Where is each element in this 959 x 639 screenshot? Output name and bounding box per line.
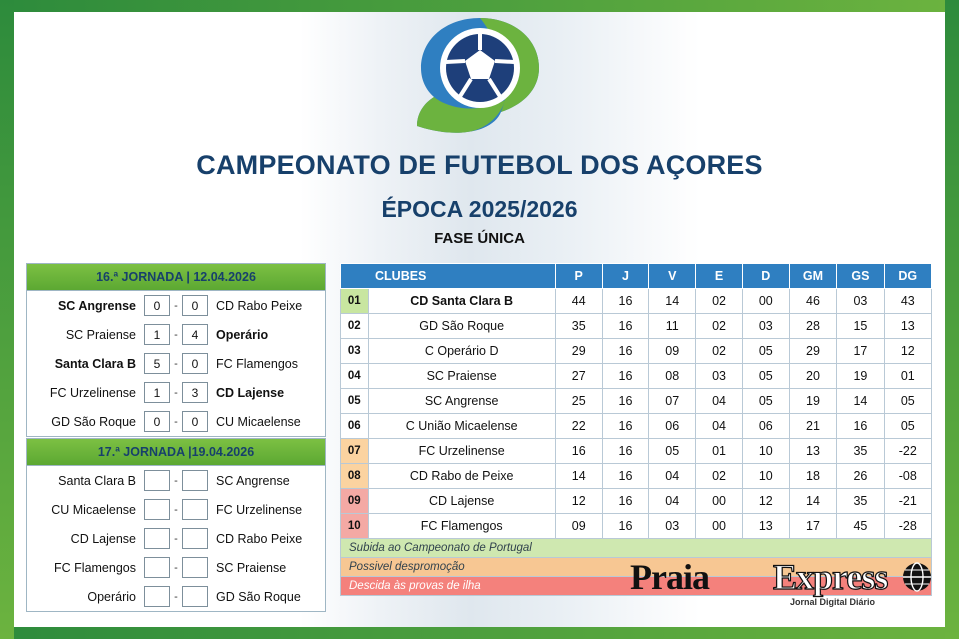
match-away-team: GD São Roque bbox=[216, 589, 301, 604]
row-goal-diff: 05 bbox=[884, 389, 931, 414]
column-header-dg: DG bbox=[884, 264, 931, 289]
match-home-team: GD São Roque bbox=[51, 414, 136, 429]
score-separator: - bbox=[174, 474, 178, 487]
table-row bbox=[341, 389, 932, 414]
match-away-team: CD Lajense bbox=[216, 385, 285, 400]
score-separator: - bbox=[174, 415, 178, 428]
row-losses: 10 bbox=[742, 464, 789, 489]
match-home-score[interactable]: 1 bbox=[144, 382, 170, 403]
row-goals-against: 19 bbox=[837, 364, 884, 389]
score-separator: - bbox=[174, 386, 178, 399]
row-wins: 04 bbox=[649, 489, 696, 514]
round-16-header: 16.ª JORNADA | 12.04.2026 bbox=[27, 264, 325, 291]
row-goals-for: 13 bbox=[789, 439, 837, 464]
row-position: 01 bbox=[341, 289, 369, 314]
standings-header-row bbox=[341, 264, 932, 289]
row-losses: 10 bbox=[742, 439, 789, 464]
match-row bbox=[27, 407, 325, 436]
score-separator: - bbox=[174, 299, 178, 312]
table-row bbox=[341, 514, 932, 539]
match-away-score[interactable] bbox=[182, 586, 208, 607]
standings-table-wrapper bbox=[340, 263, 932, 596]
match-home-score[interactable] bbox=[144, 499, 170, 520]
soccer-ball-logo bbox=[405, 14, 555, 139]
row-goals-against: 26 bbox=[837, 464, 884, 489]
row-goals-for: 46 bbox=[789, 289, 837, 314]
row-draws: 04 bbox=[696, 414, 743, 439]
match-home-team: CD Lajense bbox=[70, 531, 136, 546]
match-home-team: Santa Clara B bbox=[54, 356, 136, 371]
round-card-16 bbox=[26, 263, 326, 437]
row-club: SC Angrense bbox=[368, 389, 555, 414]
row-goals-against: 35 bbox=[837, 439, 884, 464]
match-row bbox=[27, 495, 325, 524]
row-goal-diff: 05 bbox=[884, 414, 931, 439]
row-losses: 12 bbox=[742, 489, 789, 514]
row-goals-against: 17 bbox=[837, 339, 884, 364]
row-wins: 06 bbox=[649, 414, 696, 439]
row-points: 29 bbox=[555, 339, 602, 364]
row-goals-against: 03 bbox=[837, 289, 884, 314]
column-header-j: J bbox=[602, 264, 649, 289]
row-goal-diff: 43 bbox=[884, 289, 931, 314]
row-wins: 04 bbox=[649, 464, 696, 489]
row-wins: 08 bbox=[649, 364, 696, 389]
row-club: CD Lajense bbox=[368, 489, 555, 514]
row-club: FC Urzelinense bbox=[368, 439, 555, 464]
row-played: 16 bbox=[602, 339, 649, 364]
table-row bbox=[341, 289, 932, 314]
match-away-score[interactable]: 3 bbox=[182, 382, 208, 403]
match-home-team: FC Urzelinense bbox=[49, 385, 136, 400]
match-away-score[interactable]: 4 bbox=[182, 324, 208, 345]
row-draws: 00 bbox=[696, 514, 743, 539]
match-away-score[interactable] bbox=[182, 499, 208, 520]
row-goals-for: 21 bbox=[789, 414, 837, 439]
column-header-gs: GS bbox=[837, 264, 884, 289]
match-away-team: CD Rabo Peixe bbox=[216, 298, 303, 313]
match-row bbox=[27, 291, 325, 320]
row-goals-for: 18 bbox=[789, 464, 837, 489]
row-wins: 09 bbox=[649, 339, 696, 364]
legend-possible-relegation: Possivel despromoção bbox=[340, 558, 932, 577]
row-played: 16 bbox=[602, 389, 649, 414]
score-separator: - bbox=[174, 561, 178, 574]
match-away-team: CD Rabo Peixe bbox=[216, 531, 303, 546]
row-goal-diff: -08 bbox=[884, 464, 931, 489]
match-away-score[interactable] bbox=[182, 528, 208, 549]
row-goal-diff: 13 bbox=[884, 314, 931, 339]
row-position: 10 bbox=[341, 514, 369, 539]
row-losses: 05 bbox=[742, 364, 789, 389]
match-home-team: Operário bbox=[87, 589, 136, 604]
match-home-score[interactable] bbox=[144, 586, 170, 607]
column-header-gm: GM bbox=[789, 264, 837, 289]
row-played: 16 bbox=[602, 414, 649, 439]
row-draws: 02 bbox=[696, 339, 743, 364]
row-goals-against: 16 bbox=[837, 414, 884, 439]
match-row bbox=[27, 349, 325, 378]
match-row bbox=[27, 320, 325, 349]
row-played: 16 bbox=[602, 289, 649, 314]
table-row bbox=[341, 464, 932, 489]
row-position: 08 bbox=[341, 464, 369, 489]
row-played: 16 bbox=[602, 364, 649, 389]
brand-name-express: Express bbox=[773, 557, 888, 597]
row-position: 03 bbox=[341, 339, 369, 364]
score-separator: - bbox=[174, 590, 178, 603]
frame-top-border bbox=[0, 0, 959, 12]
row-club: CD Rabo de Peixe bbox=[368, 464, 555, 489]
row-points: 27 bbox=[555, 364, 602, 389]
row-position: 06 bbox=[341, 414, 369, 439]
row-goal-diff: 01 bbox=[884, 364, 931, 389]
row-points: 25 bbox=[555, 389, 602, 414]
row-wins: 03 bbox=[649, 514, 696, 539]
table-row bbox=[341, 414, 932, 439]
row-goals-against: 45 bbox=[837, 514, 884, 539]
row-goals-for: 20 bbox=[789, 364, 837, 389]
row-draws: 02 bbox=[696, 289, 743, 314]
match-home-team: Santa Clara B bbox=[58, 473, 136, 488]
match-row bbox=[27, 553, 325, 582]
row-points: 09 bbox=[555, 514, 602, 539]
row-points: 22 bbox=[555, 414, 602, 439]
brand-name-praia: Praia bbox=[630, 557, 709, 597]
round-card-17 bbox=[26, 438, 326, 612]
row-wins: 14 bbox=[649, 289, 696, 314]
score-separator: - bbox=[174, 328, 178, 341]
page-title: CAMPEONATO DE FUTEBOL DOS AÇORES bbox=[196, 150, 763, 180]
column-header-d: D bbox=[742, 264, 789, 289]
table-row bbox=[341, 364, 932, 389]
match-home-score[interactable]: 1 bbox=[144, 324, 170, 345]
row-position: 04 bbox=[341, 364, 369, 389]
row-losses: 05 bbox=[742, 339, 789, 364]
match-away-score[interactable]: 0 bbox=[182, 411, 208, 432]
row-position: 07 bbox=[341, 439, 369, 464]
score-separator: - bbox=[174, 503, 178, 516]
row-club: C Operário D bbox=[368, 339, 555, 364]
frame-right-border bbox=[945, 0, 959, 639]
column-header-clubes: CLUBES bbox=[341, 264, 556, 289]
row-played: 16 bbox=[602, 489, 649, 514]
match-row bbox=[27, 378, 325, 407]
page-subtitle-phase: FASE ÚNICA bbox=[434, 230, 525, 247]
row-goals-for: 17 bbox=[789, 514, 837, 539]
row-points: 35 bbox=[555, 314, 602, 339]
table-row bbox=[341, 314, 932, 339]
match-away-score[interactable]: 0 bbox=[182, 295, 208, 316]
row-goals-against: 15 bbox=[837, 314, 884, 339]
frame-bottom-border bbox=[0, 627, 959, 639]
match-away-team: FC Urzelinense bbox=[216, 502, 303, 517]
match-row bbox=[27, 582, 325, 611]
row-played: 16 bbox=[602, 314, 649, 339]
legend-relegation: Descida às provas de ilha bbox=[340, 577, 932, 596]
legend-promotion: Subida ao Campeonato de Portugal bbox=[340, 539, 932, 558]
row-losses: 06 bbox=[742, 414, 789, 439]
match-home-team: FC Flamengos bbox=[54, 560, 136, 575]
row-club: FC Flamengos bbox=[368, 514, 555, 539]
row-draws: 04 bbox=[696, 389, 743, 414]
match-row bbox=[27, 466, 325, 495]
row-club: CD Santa Clara B bbox=[368, 289, 555, 314]
match-home-score[interactable] bbox=[144, 557, 170, 578]
match-home-score[interactable]: 0 bbox=[144, 295, 170, 316]
row-draws: 03 bbox=[696, 364, 743, 389]
standings-table bbox=[340, 263, 932, 539]
score-separator: - bbox=[174, 532, 178, 545]
match-away-team: SC Angrense bbox=[216, 473, 290, 488]
row-goal-diff: 12 bbox=[884, 339, 931, 364]
match-row bbox=[27, 524, 325, 553]
row-draws: 01 bbox=[696, 439, 743, 464]
row-goals-against: 14 bbox=[837, 389, 884, 414]
row-position: 05 bbox=[341, 389, 369, 414]
row-points: 12 bbox=[555, 489, 602, 514]
table-row bbox=[341, 339, 932, 364]
match-away-score[interactable]: 0 bbox=[182, 353, 208, 374]
match-home-score[interactable] bbox=[144, 528, 170, 549]
column-header-p: P bbox=[555, 264, 602, 289]
table-row bbox=[341, 439, 932, 464]
globe-icon bbox=[902, 562, 932, 592]
row-goals-for: 28 bbox=[789, 314, 837, 339]
match-away-team: Operário bbox=[216, 327, 269, 342]
row-goal-diff: -28 bbox=[884, 514, 931, 539]
row-played: 16 bbox=[602, 514, 649, 539]
match-away-score[interactable] bbox=[182, 557, 208, 578]
match-away-team: FC Flamengos bbox=[216, 356, 298, 371]
match-home-score[interactable]: 0 bbox=[144, 411, 170, 432]
row-wins: 07 bbox=[649, 389, 696, 414]
table-row bbox=[341, 489, 932, 514]
row-goals-for: 29 bbox=[789, 339, 837, 364]
page-subtitle-season: ÉPOCA 2025/2026 bbox=[381, 196, 578, 222]
row-points: 44 bbox=[555, 289, 602, 314]
row-goal-diff: -22 bbox=[884, 439, 931, 464]
row-club: GD São Roque bbox=[368, 314, 555, 339]
row-points: 16 bbox=[555, 439, 602, 464]
brand-tagline: Jornal Digital Diário bbox=[790, 597, 876, 607]
match-home-team: SC Angrense bbox=[57, 298, 136, 313]
match-home-team: CU Micaelense bbox=[51, 502, 136, 517]
row-losses: 05 bbox=[742, 389, 789, 414]
row-position: 02 bbox=[341, 314, 369, 339]
row-wins: 05 bbox=[649, 439, 696, 464]
frame-left-border bbox=[0, 0, 14, 639]
row-goals-for: 19 bbox=[789, 389, 837, 414]
column-header-e: E bbox=[696, 264, 743, 289]
row-wins: 11 bbox=[649, 314, 696, 339]
match-home-team: SC Praiense bbox=[65, 327, 136, 342]
match-away-team: SC Praiense bbox=[216, 560, 287, 575]
match-away-team: CU Micaelense bbox=[216, 414, 301, 429]
row-played: 16 bbox=[602, 464, 649, 489]
row-losses: 03 bbox=[742, 314, 789, 339]
row-goals-against: 35 bbox=[837, 489, 884, 514]
row-draws: 02 bbox=[696, 464, 743, 489]
row-club: C União Micaelense bbox=[368, 414, 555, 439]
row-goals-for: 14 bbox=[789, 489, 837, 514]
column-header-v: V bbox=[649, 264, 696, 289]
row-losses: 13 bbox=[742, 514, 789, 539]
round-17-header: 17.ª JORNADA |19.04.2026 bbox=[27, 439, 325, 466]
match-away-score[interactable] bbox=[182, 470, 208, 491]
row-draws: 02 bbox=[696, 314, 743, 339]
row-draws: 00 bbox=[696, 489, 743, 514]
row-goal-diff: -21 bbox=[884, 489, 931, 514]
row-played: 16 bbox=[602, 439, 649, 464]
brand-logo bbox=[630, 556, 930, 612]
row-club: SC Praiense bbox=[368, 364, 555, 389]
row-position: 09 bbox=[341, 489, 369, 514]
score-separator: - bbox=[174, 357, 178, 370]
row-points: 14 bbox=[555, 464, 602, 489]
match-home-score[interactable] bbox=[144, 470, 170, 491]
match-home-score[interactable]: 5 bbox=[144, 353, 170, 374]
row-losses: 00 bbox=[742, 289, 789, 314]
